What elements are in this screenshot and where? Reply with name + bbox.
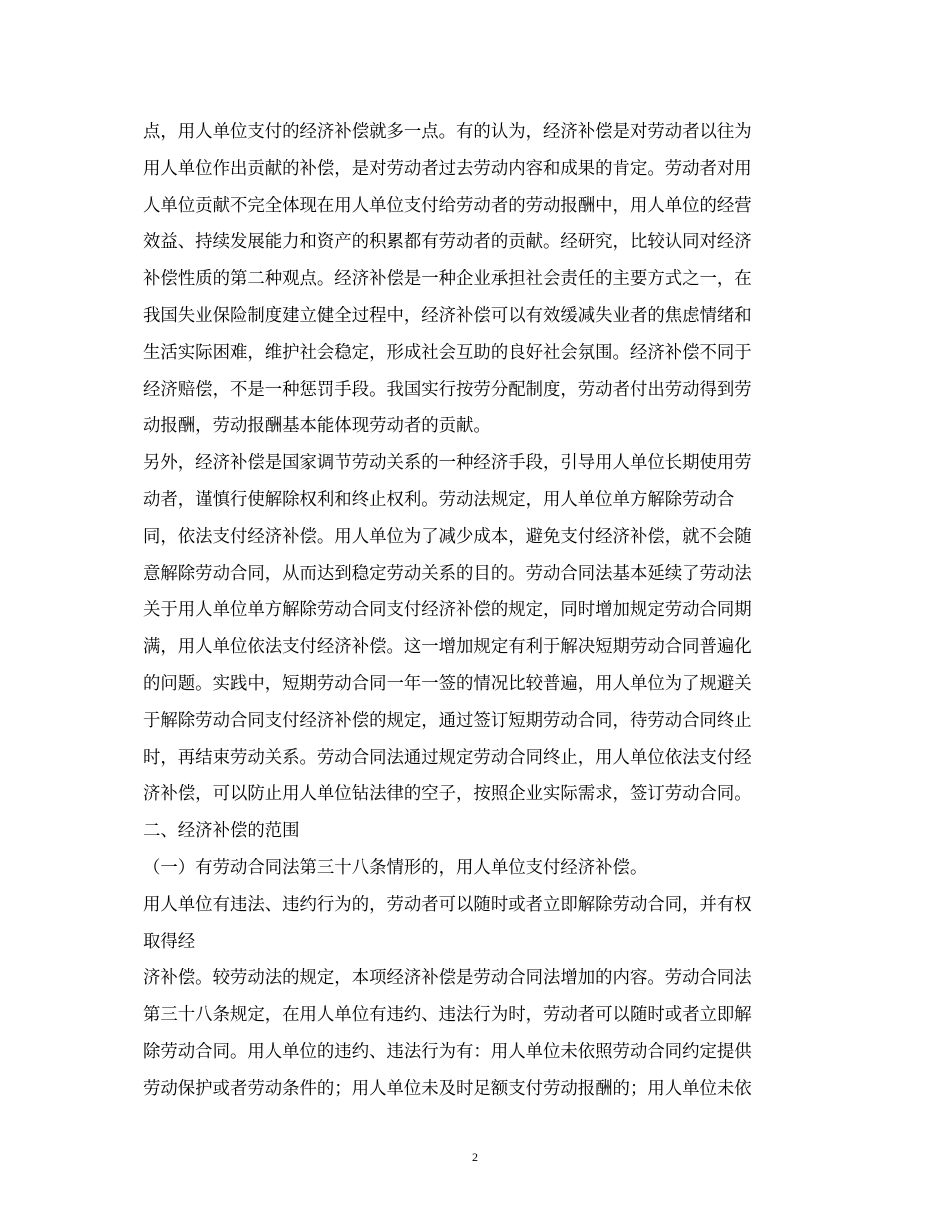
text-line: 时，再结束劳动关系。劳动合同法通过规定劳动合同终止，用人单位依法支付经 bbox=[143, 747, 752, 768]
text-line: 济补偿。较劳动法的规定，本项经济补偿是劳动合同法增加的内容。劳动合同法 bbox=[143, 968, 752, 989]
text-line: 用人单位有违法、违约行为的，劳动者可以随时或者立即解除劳动合同，并有权 bbox=[143, 894, 752, 915]
text-line: 点，用人单位支付的经济补偿就多一点。有的认为，经济补偿是对劳动者以往为 bbox=[143, 122, 752, 142]
section-heading: 二、经济补偿的范围 bbox=[143, 821, 300, 842]
text-line: 意解除劳动合同，从而达到稳定劳动关系的目的。劳动合同法基本延续了劳动法 bbox=[143, 563, 752, 584]
text-line: 于解除劳动合同支付经济补偿的规定，通过签订短期劳动合同，待劳动合同终止 bbox=[143, 710, 752, 731]
text-line: 劳动保护或者劳动条件的；用人单位未及时足额支付劳动报酬的；用人单位未依 bbox=[143, 1078, 752, 1099]
text-line: 满，用人单位依法支付经济补偿。这一增加规定有利于解决短期劳动合同普遍化 bbox=[143, 637, 752, 658]
page-number: 2 bbox=[472, 1150, 478, 1164]
text-line: 经济赔偿，不是一种惩罚手段。我国实行按劳分配制度，劳动者付出劳动得到劳 bbox=[143, 379, 752, 400]
text-line: 补偿性质的第二种观点。经济补偿是一种企业承担社会责任的主要方式之一，在 bbox=[143, 269, 752, 290]
text-line: 生活实际困难，维护社会稳定，形成社会互助的良好社会氛围。经济补偿不同于 bbox=[143, 342, 752, 363]
body-text bbox=[143, 114, 808, 1108]
text-line: 除劳动合同。用人单位的违约、违法行为有：用人单位未依照劳动合同约定提供 bbox=[143, 1041, 752, 1062]
text-line: 另外，经济补偿是国家调节劳动关系的一种经济手段，引导用人单位长期使用劳 bbox=[143, 453, 752, 474]
text-line: 效益、持续发展能力和资产的积累都有劳动者的贡献。经研究，比较认同对经济 bbox=[143, 232, 752, 253]
text-line: 同，依法支付经济补偿。用人单位为了减少成本，避免支付经济补偿，就不会随 bbox=[143, 526, 752, 547]
text-line: 关于用人单位单方解除劳动合同支付经济补偿的规定，同时增加规定劳动合同期 bbox=[143, 600, 752, 621]
text-line: 人单位贡献不完全体现在用人单位支付给劳动者的劳动报酬中，用人单位的经营 bbox=[143, 195, 752, 216]
subsection-heading: （一）有劳动合同法第三十八条情形的，用人单位支付经济补偿。 bbox=[143, 857, 648, 878]
text-line: 济补偿，可以防止用人单位钻法律的空子，按照企业实际需求，签订劳动合同。 bbox=[143, 784, 752, 805]
text-line: 我国失业保险制度建立健全过程中，经济补偿可以有效缓减失业者的焦虑情绪和 bbox=[143, 305, 752, 326]
text-line: 用人单位作出贡献的补偿，是对劳动者过去劳动内容和成果的肯定。劳动者对用 bbox=[143, 158, 752, 179]
text-line: 取得经 bbox=[143, 931, 196, 952]
text-line: 的问题。实践中，短期劳动合同一年一签的情况比较普遍，用人单位为了规避关 bbox=[143, 673, 752, 694]
text-line: 第三十八条规定，在用人单位有违约、违法行为时，劳动者可以随时或者立即解 bbox=[143, 1005, 752, 1026]
text-line: 动者，谨慎行使解除权利和终止权利。劳动法规定，用人单位单方解除劳动合 bbox=[143, 489, 735, 510]
text-line: 动报酬，劳动报酬基本能体现劳动者的贡献。 bbox=[143, 416, 491, 437]
